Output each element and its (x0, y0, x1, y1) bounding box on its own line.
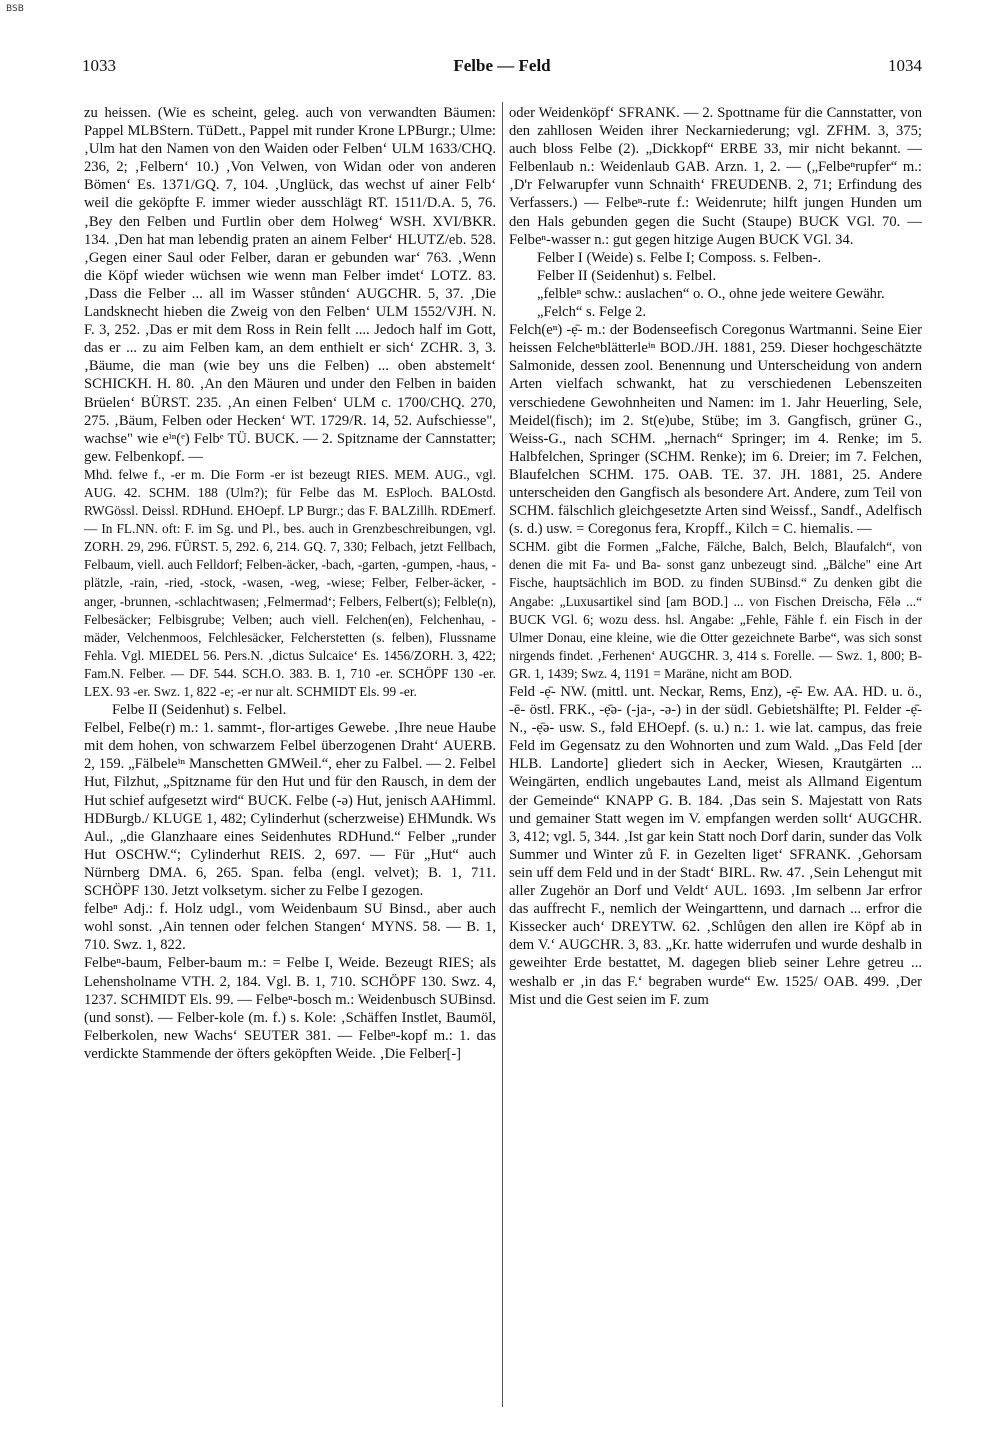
dictionary-paragraph: Felbeⁿ-baum, Felber-baum m.: = Felbe I, Weide. Bezeugt RIES; als Lehensholname VTH. 2, 184. Vgl. B. 1, 710. SCHÖPF 130. Swz. 4, 1237. SCHMIDT Els. 99. — Felbeⁿ-bosch m.: Weidenbusch SUBinsd. (und sonst). — Felber-kole (m. f.) s. Kole: ‚Schäffen Instlet, Baumöl, Felberkolen, new Wachs‘ SEUTER 381. — Felbeⁿ-kopf m.: 1. das verdickte Stammende der öfters geköpften Weide. ‚Die Felber[-] (84, 955, 496, 1062)
dictionary-paragraph: Mhd. felwe f., -er m. Die Form -er ist bezeugt RIES. MEM. AUG., vgl. AUG. 42. SCHM. 188 (Ulm?); für Felbe das M. EsPloch. BALOstd. RWGössl. Deissl. RDHund. EHOepf. LP Burgr.; das F. BALZillh. RDEmerf. — In FL.NN. oft: F. im Sg. und Pl., bes. auch in Grenzbeschreibungen, vgl. ZORH. 29, 296. FÜRST. 5, 292. 6, 214. GQ. 7, 330; Felbach, jetzt Fellbach, Felbaum, viell. auch Felldorf; Felben-äcker, -bach, -garten, -gumpen, -haus, -plätzle, -rain, -ried, -stock, -wasen, -weg, -wiese; Felber, Felber-äcker, -anger, -brunnen, -schlachtwasen; ‚Felmermad‘; Felbers, Felbert(s); Felble(n), Felbesäcker; Felbisgrube; Velben; auch viell. Felchen(en), Felchenhau, -mäder, Velchenmoos, Felchlesäcker, Felcherstetten (s. felben), Flussname Fehla. Vgl. MIEDEL 56. Pers.N. ‚dictus Sulcaice‘ Es. 1456/ZORH. 3, 422; Fam.N. Felber. — DF. 544. SCH.O. 383. B. 1, 710 -er. SCHÖPF 130 -er. LEX. 93 -er. Swz. 1, 822 -e; -er nur alt. SCHMIDT Els. 99 -er. (84, 466, 496, 699)
right-column (509, 104, 922, 1414)
left-page-number: 1033 (82, 56, 116, 75)
running-title: Felbe — Feld (453, 56, 551, 75)
dictionary-paragraph: oder Weidenköpf‘ SFRANK. — 2. Spottname für die Cannstatter, von den zahllosen Weiden ihrer Neckarniederung; vgl. ZFHM. 3, 375; auch bloss Felbe (2). „Dickkopf“ ERBE 33, mir nicht bekannt. — Felbenlaub n.: Weidenlaub GAB. Arzn. 1, 2. — („Felbeⁿrupfer“ m.: ‚D'r Felwarupfer vunn Schnaith‘ FREUDENB. 2, 71; Erfindung des Verfassers.) — Felbeⁿ-rute f.: Weidenrute; hilft jungen Hunden um den Hals gebunden gegen die Sucht (Staupe) BUCK VGl. 70. — Felbeⁿ-wasser n.: gut gegen hitzige Augen BUCK VGl. 34. (509, 105, 922, 248)
right-page-number: 1034 (888, 56, 922, 75)
page-header (82, 56, 922, 84)
dictionary-paragraph: Felber I (Weide) s. Felbe I; Composs. s. Felben-. (537, 249, 822, 266)
dictionary-paragraph: Felch(eⁿ) -ẹ̄- m.: der Bodenseefisch Coregonus Wartmanni. Seine Eier heissen Felcheⁿblätterleⁱⁿ BOD./JH. 1881, 259. Dieser hochgeschätzte Salmonide, dessen zool. Benennung und Unterscheidung von andern Arten vielfach schwankt, hat zu verschiedenen Lebenszeiten verschiedene Gewohnheiten und Namen: im 1. Jahr Heuerling, Sele, Meidel(fisch); im 2. St(e)ube, Stübe; im 3. Gangfisch, grüner G., Weiss-G., nach SCHM. „hernach“ Springer; im 4. Renke; im 5. Halbfelchen, Springer (SCHM. Renke); im 6. Dreier; im 7. Felchen, Blaufelchen SCHM. 175. OAB. TE. 37. JH. 1881, 25. Andere unterscheiden den Gangfisch als besondere Art. Andere, zum Teil von SCHM. fälschlich gleichgesetzte Arten sind Weissf., Sandf., Adelfisch (s. d.) usw. = Coregonus fera, Kropff., Kilch = C. hiemalis. — (509, 322, 922, 538)
library-stamp: BSB (6, 4, 24, 14)
dictionary-paragraph: SCHM. gibt die Formen „Falche, Fälche, Balch, Belch, Blaufalch“, von denen die mit Fa- und Ba- sonst ganz unbezeugt sind. „Bälche" eine Art Fische, hauptsächlich im BOD. zu finden SUBinsd.“ Zu denken gibt die Angabe: „Luxusartikel sind [am BOD.] ... von Fischen Dreischə, Fēlə ...“ BUCK VGl. 6; wozu dess. hsl. Angabe: „Fehle, Fähle f. ein Fisch in der Ulmer Donau, eine kleine, wie die Otter gezeichnete Barbe“, was sich sonst nirgends findet. ‚Ferhenen‘ AUGCHR. 3, 414 s. Forelle. — Swz. 1, 800; B- GR. 1, 1439; Swz. 4, 1191 = Maräne, nicht am BOD. (509, 539, 922, 681)
dictionary-paragraph: zu heissen. (Wie es scheint, geleg. auch von verwandten Bäumen: Pappel MLBStern. TüDett., Pappel mit runder Krone LPBurgr.; Ulme: ‚Ulm hat den Namen von den Waiden oder Felben‘ ULM 1633/CHQ. 236, 2; ‚Felbern‘ 10.) ‚Von Velwen, von Widan oder von anderen Bömen‘ Es. 1371/GQ. 7, 104. ‚Unglück, das wechst uf ainer Felb‘ weil die geköpfte F. immer wieder ausschlägt RT. 1511/D.A. 5, 76. ‚Bey den Felben und Furtlin ober dem Holweg‘ WSH. XVI/BKR. 134. ‚Den hat man lebendig praten an ainem Felber‘ HLUTZ/eb. 528. ‚Gegen einer Saul oder Felber, daran er gebunden war‘ 763. ‚Wenn die Köpf wieder wüchsen wie wenn man Felber imdet‘ LOTZ. 83. ‚Dass die Felber ... all im Wasser stůnden‘ AUGCHR. 5, 37. ‚Die Landsknecht hieben die Zweig von den Felben‘ ULM 1552/VJH. N. F. 3, 252. ‚Das er mit dem Ross in Rein fellt .... Jedoch half im Gott, das er ... zu aim Felben kam, an dem enthielt er sich‘ ZCHR. 3, 3. ‚Bäume, die man (wie bey uns die Felben) ... oben abstemelt‘ SCHICKH. H. 80. ‚An den Mäuren und under den Felben in baiden Brüelen‘ BÜRST. 235. ‚An einen Felben‘ ULM c. 1700/CHQ. 270, 275. ‚Bäum, Felben oder Hecken‘ WT. 1729/R. 14, 52. Aufschiesse", wachse" wie eⁱⁿ(ᵉ) Felbᵉ TÜ. BUCK. — 2. Spitzname der Cannstatter; gew. Felbenkopf. — (84, 105, 496, 465)
column-divider (502, 102, 503, 1407)
dictionary-paragraph: felbeⁿ Adj.: f. Holz udgl., vom Weidenbaum SU Binsd., aber auch wohl sonst. ‚Ain tennen oder felchen Stangen‘ MYNS. 58. — B. 1, 710. Swz. 1, 822. (84, 901, 496, 954)
dictionary-paragraph: Feld -ẹ̄- NW. (mittl. unt. Neckar, Rems, Enz), -ẹ̄- Ew. AA. HD. u. ö., -ē- östl. FRK., -ẹ̄ə- (-ja-, -ə-) in der südl. Gebietshälfte; Pl. Felder -ẹ̄- N., -ẹ̄ə- usw. S., fəld EHOepf. (s. u.) n.: 1. wie lat. campus, das freie Feld im Gegensatz zu den Wohnorten und zum Wald. „Das Feld [der HLB. Landorte] gliedert sich in Aecker, Wiesen, Krautgärten ... Weingärten, endlich ungebautes Land, meist als Allmand Eigentum der Gemeinde“ KNAPP G. B. 184. ‚Das sein S. Majestatt von Rats und gemainer Statt wegen im V. empfangen werden sollt‘ AUGCHR. 3, 412; vgl. 5, 344. ‚Ist gar kein Statt noch Dorf darin, sunder das Volk Summer und Winter zů F. in Gezelten liget‘ SFRANK. ‚Gehorsam sein uff dem Feld und in der Stadt‘ BIRL. Rw. 47. ‚Sein Lehengut mit aller Zugehör an Dorf und Veldt‘ AUL. 1693. ‚Im selbenn Jar erfror das auffrecht F., nemlich der Weingarttenn, und darnach ... erfror die Kissecker auch‘ DREYTW. 62. ‚Schlůgen den allen ire Köpf ab in dem V.‘ AUGCHR. 3, 83. „Kr. hatte widerrufen und wurde deshalb in geweihter Erde bestattet, M. dagegen blieb seiner Lehre getreu ... weshalb er ‚in das F.‘ begraben wurde“ Ew. 1525/ OAB. 499. ‚Der Mist und die Gest seien im F. zum (509, 684, 922, 1008)
dictionary-paragraph: Felbel, Felbe(r) m.: 1. sammt-, flor-artiges Gewebe. ‚Ihre neue Haube mit dem hohen, von schwarzem Felbel überzogenen Draht‘ AUERB. 2, 159. „Fälbeleⁱⁿ Manschetten GMWeil.“, eher zu Falbel. — 2. Felbel Hut, Filzhut, „Spitzname für den Hut und für den Rausch, in dem der Hut schief aufgesetzt wird“ BUCK. Felbe (-ə) Hut, jenisch AAHimml. HDBurgb./ KLUGE 1, 482; Cylinderhut (scherzweise) EHMundk. Ws Aul., „die Glanzhaare eines Seidenhutes RDHund.“ Felber „runder Hut OSCHW.“; Cylinderhut REIS. 2, 697. — Für „Hut“ auch Nürnberg DMA. 6, 265. Span. felba (engl. velvet); B. 1, 711. SCHÖPF 130. Jetzt volksetym. sicher zu Felbe I gezogen. (84, 720, 496, 900)
left-column (84, 104, 496, 1414)
dictionary-paragraph: „felbleⁿ schw.: auslachen“ o. O., ohne jede weitere Gewähr. (537, 285, 885, 302)
dictionary-paragraph: „Felch“ s. Felge 2. (537, 304, 647, 321)
dictionary-paragraph: Felber II (Seidenhut) s. Felbel. (537, 267, 717, 284)
dictionary-paragraph: Felbe II (Seidenhut) s. Felbel. (112, 702, 287, 719)
